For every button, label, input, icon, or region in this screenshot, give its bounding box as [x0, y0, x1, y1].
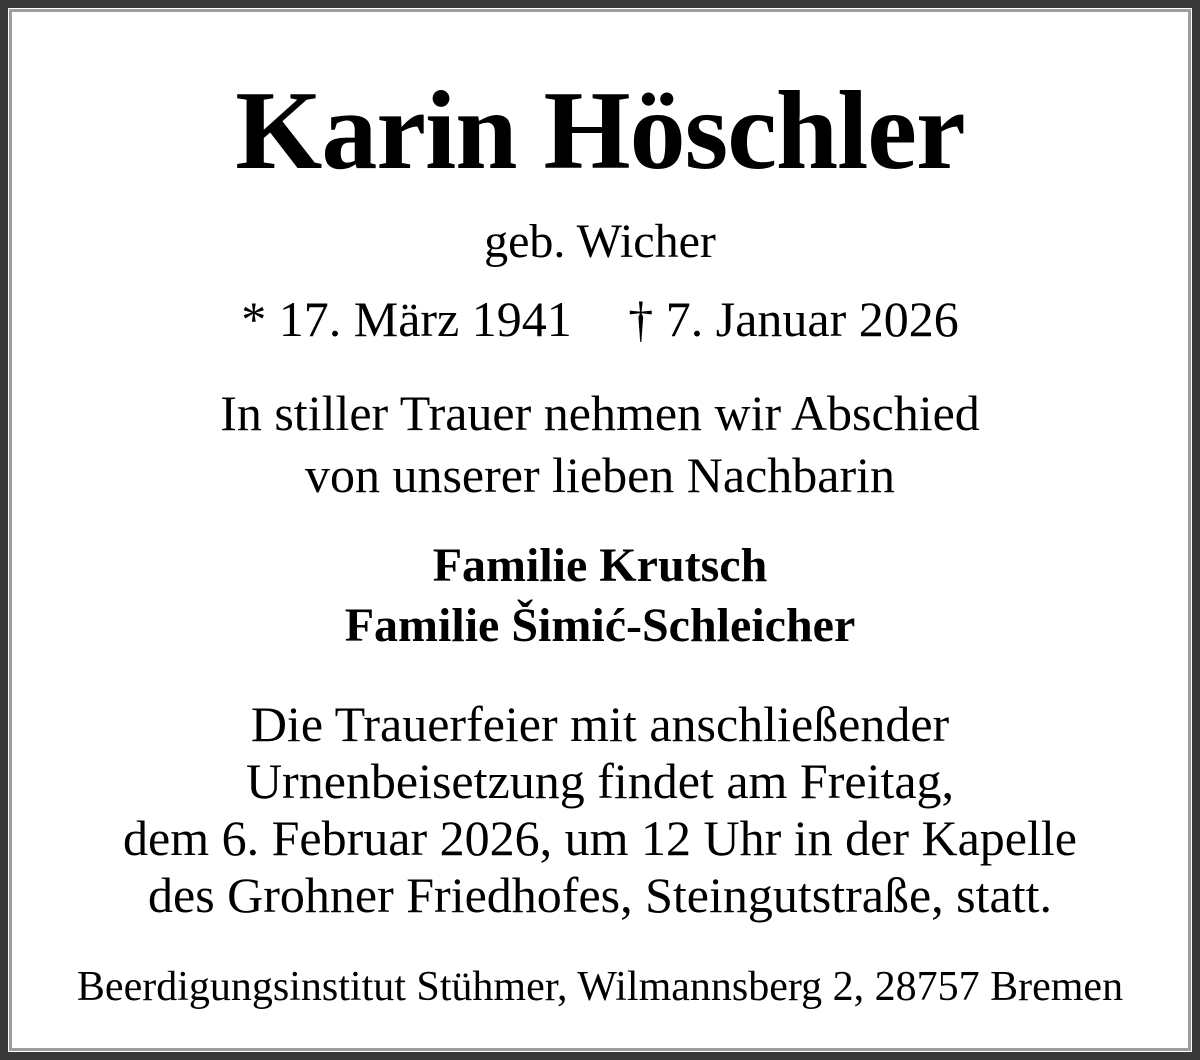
obituary-notice	[12, 12, 1188, 1008]
condolence-text	[12, 382, 1188, 506]
mourner-families	[12, 536, 1188, 656]
inner-frame	[9, 9, 1191, 1051]
deceased-name: Karin Höschler	[235, 69, 965, 193]
funeral-details-line: dem 6. Februar 2026, um 12 Uhr in der Kapelle	[123, 809, 1077, 866]
birth-date: * 17. März 1941	[241, 290, 572, 347]
condolence-line: von unserer lieben Nachbarin	[304, 446, 896, 503]
funeral-details-line: des Grohner Friedhofes, Steingutstraße, statt.	[148, 866, 1052, 923]
death-date: † 7. Januar 2026	[628, 290, 959, 347]
condolence-line: In stiller Trauer nehmen wir Abschied	[220, 384, 980, 441]
funeral-details	[12, 696, 1188, 924]
mourner-family: Familie Šimić-Schleicher	[344, 598, 856, 652]
maiden-name: geb. Wicher	[484, 214, 716, 268]
funeral-details-line: Die Trauerfeier mit anschließender	[250, 695, 950, 752]
life-dates	[12, 290, 1188, 347]
mourner-family: Familie Krutsch	[432, 538, 768, 592]
funeral-details-line: Urnenbeisetzung findet am Freitag,	[245, 752, 955, 809]
funeral-home-address: Beerdigungsinstitut Stühmer, Wilmannsberg 2, 28757 Bremen	[76, 963, 1124, 1010]
